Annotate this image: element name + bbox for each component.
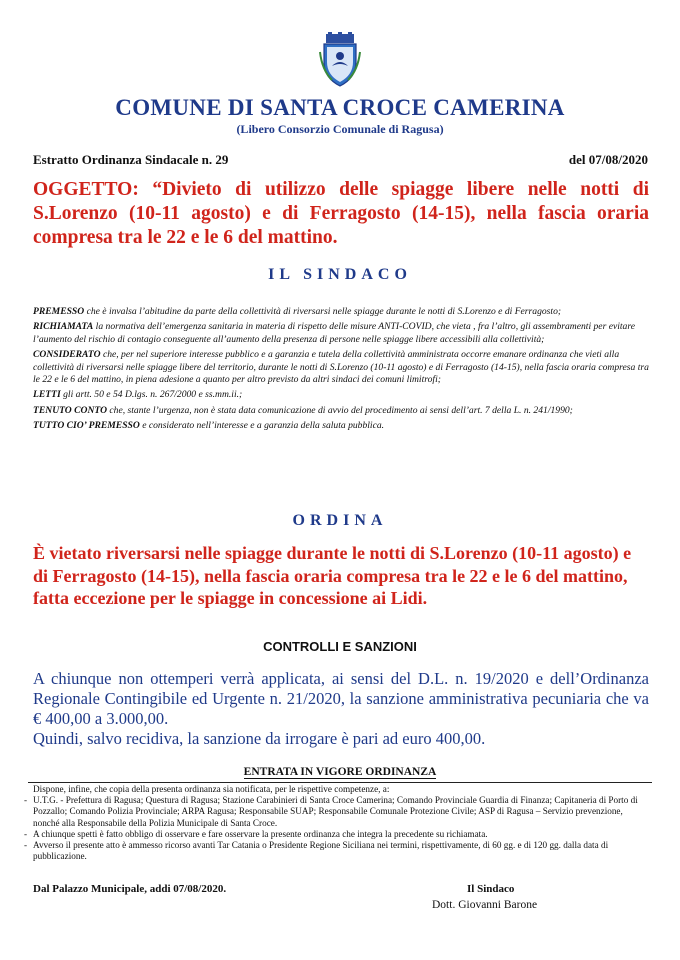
signature-role: Il Sindaco bbox=[467, 883, 515, 895]
premessa-paragraph bbox=[33, 405, 649, 417]
dispone-item: - Avverso il presente atto è ammesso ricorso avanti Tar Catania o Presidente Regione Siciliana nei termini, rispettivamente, di 60 gg. e di 120 gg. dalla data di pubblicazione. bbox=[33, 840, 649, 862]
premessa-text: e considerato nell’interesse e a garanzia della saluta pubblica. bbox=[139, 420, 385, 432]
controlli-heading: CONTROLLI E SANZIONI bbox=[263, 639, 417, 654]
ordina-text: È vietato riversarsi nelle spiagge durante le notti di S.Lorenzo (10-11 agosto) e di Ferragosto (14-15), nella fascia oraria compresa tra le 22 e le 6 del mattino, fatta eccezione per le spiagge in concessione ai Lidi. bbox=[33, 543, 632, 608]
premessa-text: la normativa dell’emergenza sanitaria in materia di rispetto delle misure ANTI-COVID, che vieta , fra l’altro, gli assembramenti per evitare l’aumento del rischio di contagio conseguente all’aumento della presenza di persone nelle spiagge libere accessibili alla collettività; bbox=[33, 321, 635, 345]
premessa-text: gli artt. 50 e 54 D.lgs. n. 267/2000 e ss.mm.ii.; bbox=[60, 389, 243, 401]
premessa-paragraph bbox=[33, 321, 649, 346]
oggetto-line: OGGETTO: “Divieto di utilizzo delle spiagge libere nelle notti di bbox=[33, 179, 649, 200]
ordinance-number: Estratto Ordinanza Sindacale n. 29 bbox=[33, 152, 229, 167]
premessa-label: PREMESSO bbox=[33, 306, 85, 317]
dispone-item: - A chiunque spetti è fatto obbligo di osservare e fare osservare la presente ordinanza che integra la precedente su richiamata. bbox=[33, 829, 649, 840]
signature-name: Dott. Giovanni Barone bbox=[432, 899, 538, 911]
dispone-intro: Dispone, infine, che copia della presenta ordinanza sia notificata, per le rispettive competenze, a: bbox=[33, 784, 390, 794]
premessa-label: TENUTO CONTO bbox=[33, 404, 108, 416]
comune-title: COMUNE DI SANTA CROCE CAMERINA bbox=[115, 95, 565, 120]
premessa-paragraph bbox=[33, 389, 649, 401]
dispone-list bbox=[33, 795, 649, 862]
premessa-text: che, stante l’urgenza, non è stata data comunicazione di avvio del procedimento ai sensi dell’art. 7 della L. n. 241/1990; bbox=[107, 404, 573, 416]
oggetto bbox=[33, 178, 649, 250]
premessa-label: LETTI bbox=[33, 389, 61, 401]
premessa-label: CONSIDERATO bbox=[33, 349, 101, 361]
comune-subtitle: (Libero Consorzio Comunale di Ragusa) bbox=[236, 122, 444, 136]
dispone-section bbox=[33, 784, 649, 862]
premessa-label: TUTTO CIO’ PREMESSO bbox=[33, 420, 140, 432]
ordinance-date: del 07/08/2020 bbox=[568, 152, 648, 167]
sindaco-heading: IL SINDACO bbox=[268, 266, 412, 283]
divider bbox=[28, 782, 652, 783]
palazzo-date: Dal Palazzo Municipale, addi 07/08/2020. bbox=[33, 883, 227, 895]
ordina-heading: ORDINA bbox=[292, 512, 388, 529]
premessa-paragraph bbox=[33, 420, 649, 432]
premessa-label: RICHIAMATA bbox=[33, 321, 94, 333]
entrata-heading bbox=[0, 766, 680, 778]
premessa-paragraph bbox=[33, 306, 649, 318]
dispone-item: - U.T.G. - Prefettura di Ragusa; Questura di Ragusa; Stazione Carabinieri di Santa Croce Camerina; Comando Provinciale Guardia di Finanza; Capitaneria di Porto di Pozzallo; Comando Polizia Provinciale; ARPA Ragusa; Responsabile SUAP; Responsabile Comunale Protezione Civile; ASP di Ragusa – Servizio prevenzione, nonché alla Responsabile della Polizia Municipale di Santa Croce. bbox=[33, 795, 649, 829]
oggetto-line: S.Lorenzo (10-11 agosto) e di Ferragosto (14-15), nella fascia oraria bbox=[33, 203, 649, 224]
sanzioni-paragraph: Quindi, salvo recidiva, la sanzione da irrogare è pari ad euro 400,00. bbox=[33, 729, 486, 748]
premesse-section bbox=[33, 306, 649, 436]
premessa-text: che, per nel superiore interesse pubblico e a garanzia e tutela della collettività amministrata occorre emanare ordinanza che vieti alla collettività di riversarsi nelle spiagge libere del territorio, durante le notti di S.Lorenzo (10-11 agosto) e di Ferragosto (14-15), nella fascia oraria compresa tra le 22 e le 6 del mattino, in piena adesione a quanto per altro previsto da altri sindaci dei comuni limitrofi; bbox=[33, 349, 649, 386]
premessa-paragraph bbox=[33, 349, 649, 386]
coat-of-arms-icon bbox=[318, 32, 362, 88]
entrata-heading-text: ENTRATA IN VIGORE ORDINANZA bbox=[243, 766, 437, 778]
premessa-text: che è invalsa l’abitudine da parte della collettività di riversarsi nelle spiagge durante le notti di S.Lorenzo e di Ferragosto; bbox=[84, 306, 562, 317]
sanzioni-section bbox=[33, 669, 649, 749]
oggetto-line: compresa tra le 22 e le 6 del mattino. bbox=[33, 227, 338, 248]
sanzioni-paragraph: A chiunque non ottemperi verrà applicata, ai sensi del D.L. n. 19/2020 e dell’Ordinanza Regionale Contingibile ed Urgente n. 21/2020, la sanzione amministrativa pecuniaria che va € 400,00 a 3.000,00. bbox=[33, 669, 649, 728]
